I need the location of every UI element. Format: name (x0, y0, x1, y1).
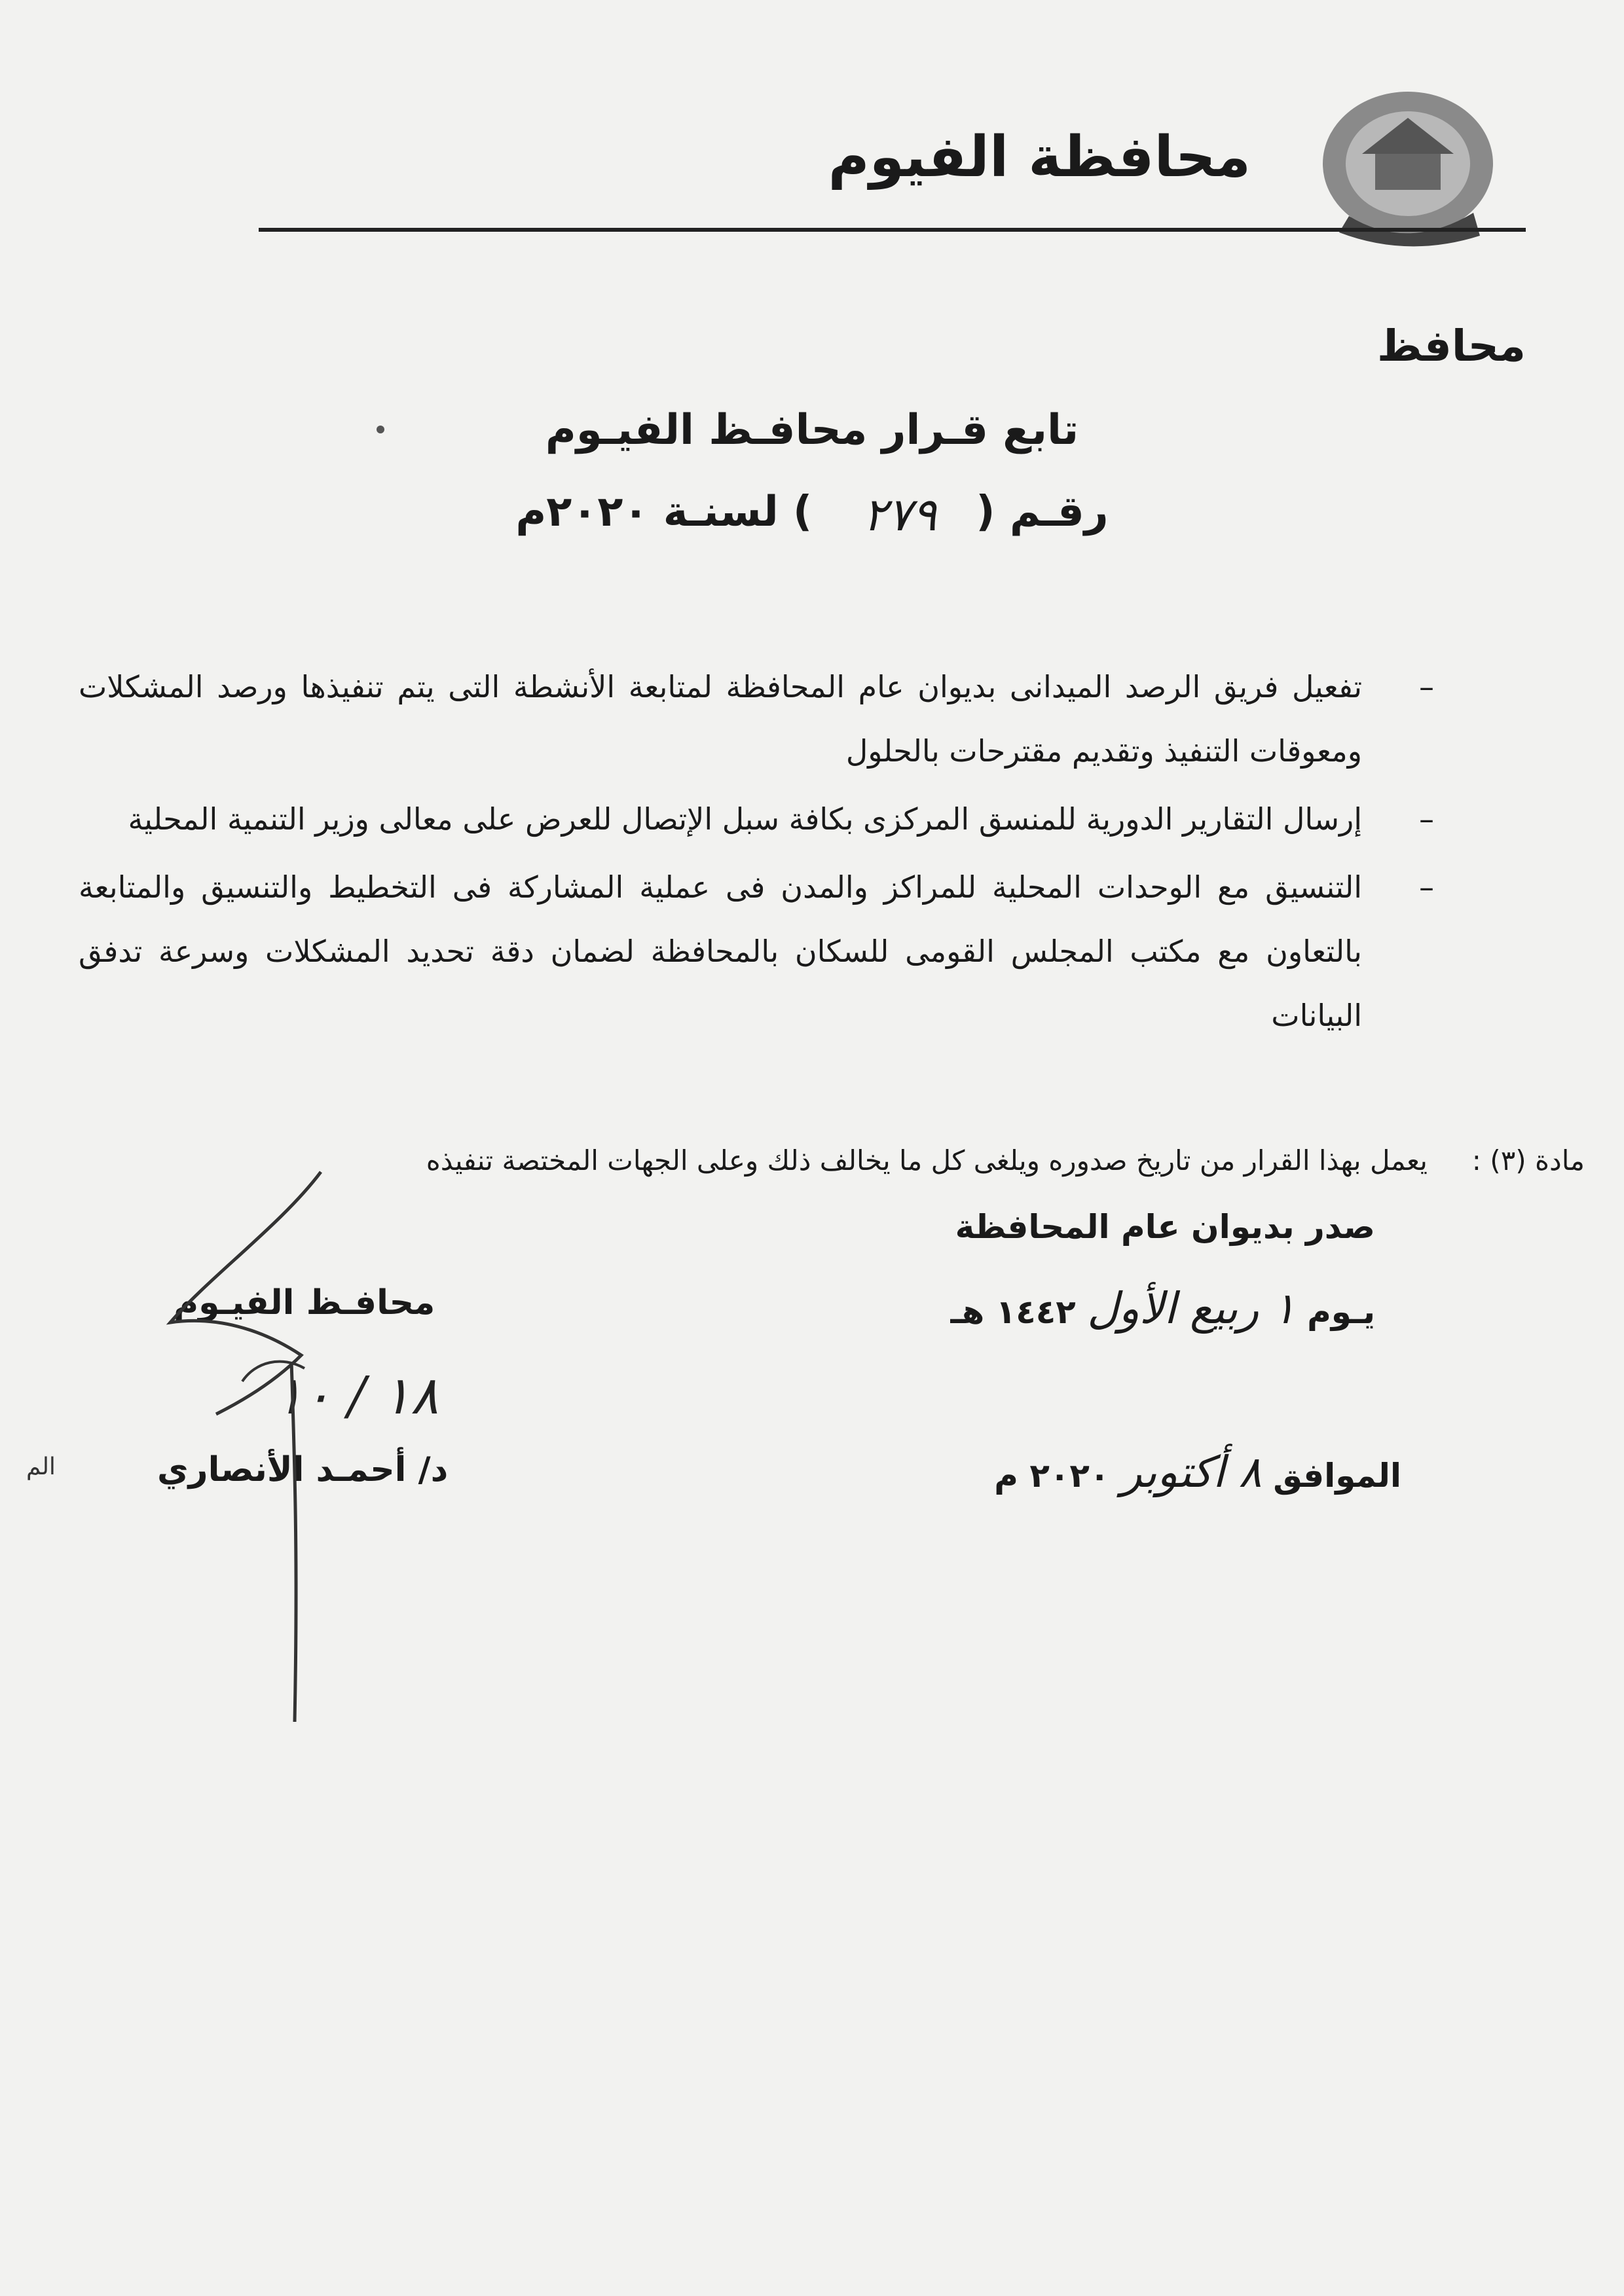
item-text: تفعيل فريق الرصد الميدانى بديوان عام المحافظة لمتابعة الأنشطة التى يتم تنفيذها ورصد المشكلات ومعوقات التنفيذ وتقديم مقترحات بالحلول (79, 669, 1362, 769)
greg-suffix: ٢٠٢٠ م (994, 1457, 1110, 1495)
header-divider (259, 228, 1526, 232)
governor-signature (131, 1165, 432, 1728)
hijri-handwritten: ١ ربيع الأول (1087, 1283, 1296, 1334)
signature-date: ١٨ / ١٠ (275, 1365, 439, 1426)
decree-number-suffix: ) لسنـة ٢٠٢٠م (515, 488, 813, 536)
edge-mark: الم (26, 1453, 56, 1480)
decree-title: تابع قـرار محافـظ الفيـوم (545, 406, 1079, 454)
item-dash: – (1419, 669, 1434, 704)
decree-item (79, 655, 1434, 783)
office-word: محافظ (1376, 321, 1526, 371)
item-text: التنسيق مع الوحدات المحلية للمراكز والمدن فى عملية المشاركة فى التخطيط والتنسيق والمتابعة بالتعاون مع مكتب المجلس القومى للسكان بالمحافظة لضمان دقة تحديد المشكلات وسرعة تدفق البيانات (79, 869, 1362, 1033)
governor-title: محافـظ الفيـوم (174, 1283, 435, 1322)
governorate-logo (1310, 56, 1526, 252)
gregorian-date (994, 1447, 1401, 1497)
greg-handwritten: ٨ أكتوبر (1120, 1447, 1262, 1497)
item-dash: – (1419, 869, 1434, 905)
issued-at: صدر بديوان عام المحافظة (955, 1208, 1375, 1246)
decree-number-handwritten: ٢٧٩ (862, 488, 937, 541)
item-text: إرسال التقارير الدورية للمنسق المركزى بكافة سبل الإتصال للعرض على معالى وزير التنمية المحلية (128, 801, 1362, 837)
decree-number-prefix: رقـم ( (976, 488, 1109, 536)
article-text: يعمل بهذا القرار من تاريخ صدوره ويلغى كل ما يخالف ذلك وعلى الجهات المختصة تنفيذه (426, 1144, 1428, 1176)
item-dash: – (1419, 801, 1434, 837)
hijri-date (951, 1283, 1375, 1334)
governor-name: د/ أحمـد الأنصاري (157, 1450, 449, 1489)
hijri-prefix: يـوم (1307, 1293, 1375, 1331)
greg-prefix: الموافق (1273, 1457, 1401, 1495)
decree-item (79, 787, 1434, 851)
decree-items (79, 655, 1434, 1051)
scan-speck (377, 426, 384, 433)
governorate-name: محافظة الفيوم (828, 124, 1251, 190)
hijri-suffix: ١٤٤٢ هـ (950, 1293, 1076, 1331)
decree-item (79, 855, 1434, 1048)
article-label: مادة (٣) : (1471, 1144, 1585, 1176)
decree-number-line (0, 488, 1624, 541)
